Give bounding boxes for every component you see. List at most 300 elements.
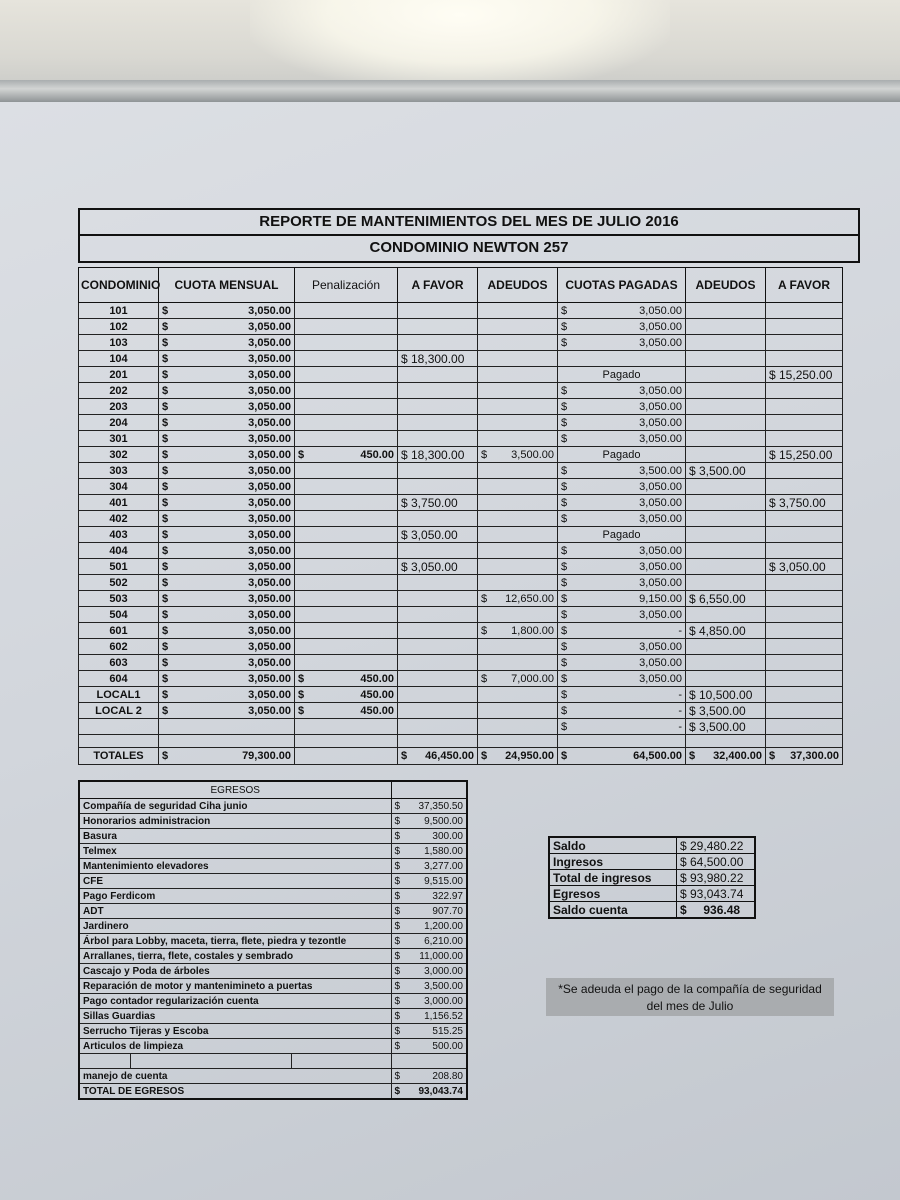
egresos-item-amount: $ 11,000.00 — [391, 949, 467, 964]
adeudos-2-cell — [686, 415, 766, 431]
a-favor-cell — [398, 703, 478, 719]
a-favor-cell — [398, 639, 478, 655]
adeudos-2-cell — [686, 671, 766, 687]
unit-cell: 601 — [79, 623, 159, 639]
currency-sign: $ — [561, 750, 568, 762]
egresos-row — [79, 919, 467, 934]
penalizacion-cell — [295, 623, 398, 639]
cuota-cell: $ 3,050.00 — [159, 399, 295, 415]
cuotas-pagadas-cell: $ 3,050.00 — [558, 639, 686, 655]
summary-label: Saldo cuenta — [549, 902, 677, 919]
table-row — [79, 511, 843, 527]
adeudos-2-cell — [686, 655, 766, 671]
penalizacion-cell: $ 450.00 — [295, 687, 398, 703]
a-favor-2-cell — [766, 623, 843, 639]
egresos-item-amount: $ 37,350.50 — [391, 799, 467, 814]
currency-sign: $ — [561, 672, 568, 685]
col-header-cuotas-pagadas: CUOTAS PAGADAS — [558, 268, 686, 303]
a-favor-2-cell — [766, 511, 843, 527]
egresos-row — [79, 844, 467, 859]
a-favor-2-cell — [766, 351, 843, 367]
penalizacion-cell — [295, 639, 398, 655]
currency-sign: $ — [561, 416, 568, 429]
penalizacion-cell — [295, 511, 398, 527]
table-row — [79, 719, 843, 735]
adeudos-2-cell — [686, 527, 766, 543]
currency-sign: $ — [162, 560, 169, 573]
egresos-item-label: ADT — [79, 904, 391, 919]
col-header-adeudos: ADEUDOS — [478, 268, 558, 303]
currency-sign: $ — [162, 750, 169, 762]
adeudos-cell — [478, 335, 558, 351]
report-title-box — [78, 208, 860, 263]
currency-sign: $ — [561, 480, 568, 493]
penalizacion-cell — [295, 303, 398, 319]
a-favor-2-cell — [766, 415, 843, 431]
a-favor-2-cell — [766, 479, 843, 495]
table-row — [79, 639, 843, 655]
summary-row — [549, 886, 755, 902]
a-favor-cell — [398, 687, 478, 703]
egresos-item-label: Pago Ferdicom — [79, 889, 391, 904]
security-debt-note — [546, 978, 834, 1016]
a-favor-2-cell — [766, 399, 843, 415]
adeudos-2-cell — [686, 431, 766, 447]
egresos-header-row — [79, 781, 467, 799]
adeudos-2-cell: $ 3,500.00 — [686, 463, 766, 479]
a-favor-2-cell — [766, 607, 843, 623]
unit-cell: 304 — [79, 479, 159, 495]
a-favor-2-cell — [766, 335, 843, 351]
unit-cell: 404 — [79, 543, 159, 559]
summary-label: Total de ingresos — [549, 870, 677, 886]
a-favor-cell — [398, 543, 478, 559]
table-row — [79, 607, 843, 623]
cuota-cell: $ 3,050.00 — [159, 671, 295, 687]
penalizacion-cell — [295, 655, 398, 671]
currency-sign: $ — [561, 576, 568, 589]
currency-sign: $ — [481, 448, 488, 461]
egresos-total-label: TOTAL DE EGRESOS — [79, 1084, 391, 1100]
a-favor-cell — [398, 591, 478, 607]
adeudos-cell — [478, 351, 558, 367]
currency-sign: $ — [561, 544, 568, 557]
currency-sign: $ — [561, 592, 568, 605]
cuotas-pagadas-cell: $ 3,050.00 — [558, 495, 686, 511]
currency-sign: $ — [394, 905, 401, 917]
penalizacion-cell: $ 450.00 — [295, 703, 398, 719]
currency-sign: $ — [162, 480, 169, 493]
adeudos-2-cell — [686, 383, 766, 399]
unit-cell: 602 — [79, 639, 159, 655]
unit-cell: 502 — [79, 575, 159, 591]
currency-sign: $ — [394, 1085, 401, 1097]
penalizacion-cell — [295, 399, 398, 415]
adeudos-cell — [478, 399, 558, 415]
a-favor-cell — [398, 383, 478, 399]
currency-sign: $ — [162, 608, 169, 621]
currency-sign: $ — [394, 1040, 401, 1052]
adeudos-cell — [478, 495, 558, 511]
col-header-a-favor-2: A FAVOR — [766, 268, 843, 303]
table-row — [79, 319, 843, 335]
currency-sign: $ — [394, 950, 401, 962]
table-row — [79, 591, 843, 607]
currency-sign: $ — [394, 875, 401, 887]
egresos-row — [79, 994, 467, 1009]
a-favor-2-cell: $ 15,250.00 — [766, 367, 843, 383]
currency-sign: $ — [561, 704, 568, 717]
egresos-item-label: Telmex — [79, 844, 391, 859]
table-row — [79, 527, 843, 543]
adeudos-cell: $ 3,500.00 — [478, 447, 558, 463]
adeudos-cell — [478, 511, 558, 527]
adeudos-2-cell: $ 4,850.00 — [686, 623, 766, 639]
adeudos-cell — [478, 607, 558, 623]
adeudos-cell — [478, 319, 558, 335]
adeudos-cell — [478, 575, 558, 591]
summary-value: $ 29,480.22 — [677, 837, 756, 854]
egresos-row — [79, 859, 467, 874]
adeudos-cell: $ 7,000.00 — [478, 671, 558, 687]
unit-cell: 501 — [79, 559, 159, 575]
cuotas-pagadas-cell: $ 3,050.00 — [558, 415, 686, 431]
cuota-cell: $ 3,050.00 — [159, 511, 295, 527]
currency-sign: $ — [162, 416, 169, 429]
unit-cell: 203 — [79, 399, 159, 415]
a-favor-2-cell — [766, 671, 843, 687]
table-row — [79, 399, 843, 415]
a-favor-2-cell: $ 15,250.00 — [766, 447, 843, 463]
unit-cell — [79, 719, 159, 735]
egresos-item-amount: $ 9,515.00 — [391, 874, 467, 889]
table-row — [79, 575, 843, 591]
col-header-adeudos-2: ADEUDOS — [686, 268, 766, 303]
cuotas-pagadas-cell: $ - — [558, 687, 686, 703]
egresos-row — [79, 964, 467, 979]
currency-sign: $ — [769, 750, 776, 762]
penalizacion-cell: $ 450.00 — [295, 671, 398, 687]
adeudos-2-cell: $ 10,500.00 — [686, 687, 766, 703]
egresos-item-label: Jardinero — [79, 919, 391, 934]
currency-sign: $ — [561, 432, 568, 445]
egresos-row — [79, 1024, 467, 1039]
cuota-cell: $ 3,050.00 — [159, 431, 295, 447]
col-header-condominio: CONDOMINIO — [79, 268, 159, 303]
summary-row — [549, 837, 755, 854]
currency-sign: $ — [394, 920, 401, 932]
egresos-manejo-label: manejo de cuenta — [79, 1069, 391, 1084]
maintenance-header-row — [79, 268, 843, 303]
penalizacion-cell — [295, 575, 398, 591]
table-row — [79, 415, 843, 431]
cuota-cell: $ 3,050.00 — [159, 527, 295, 543]
currency-sign: $ — [561, 464, 568, 477]
currency-sign: $ — [162, 496, 169, 509]
table-row — [79, 703, 843, 719]
egresos-item-amount: $ 3,500.00 — [391, 979, 467, 994]
adeudos-cell — [478, 527, 558, 543]
adeudos-cell — [478, 415, 558, 431]
adeudos-cell: $ 1,800.00 — [478, 623, 558, 639]
a-favor-2-cell — [766, 575, 843, 591]
table-row — [79, 543, 843, 559]
cuotas-pagadas-cell: Pagado — [558, 367, 686, 383]
unit-cell: 604 — [79, 671, 159, 687]
unit-cell: LOCAL 2 — [79, 703, 159, 719]
egresos-item-label: Cascajo y Poda de árboles — [79, 964, 391, 979]
currency-sign: $ — [162, 592, 169, 605]
unit-cell: 302 — [79, 447, 159, 463]
currency-sign: $ — [394, 1025, 401, 1037]
unit-cell: 403 — [79, 527, 159, 543]
egresos-row — [79, 829, 467, 844]
currency-sign: $ — [561, 304, 568, 317]
a-favor-cell — [398, 511, 478, 527]
table-row — [79, 431, 843, 447]
adeudos-2-cell — [686, 495, 766, 511]
a-favor-cell — [398, 335, 478, 351]
summary-value: $ 64,500.00 — [677, 854, 756, 870]
currency-sign: $ — [561, 400, 568, 413]
penalizacion-cell — [295, 591, 398, 607]
penalizacion-cell — [295, 319, 398, 335]
egresos-item-label: Basura — [79, 829, 391, 844]
adeudos-cell — [478, 687, 558, 703]
a-favor-cell — [398, 415, 478, 431]
adeudos-cell — [478, 655, 558, 671]
table-row — [79, 351, 843, 367]
summary-value: $ 93,043.74 — [677, 886, 756, 902]
currency-sign: $ — [162, 352, 169, 365]
a-favor-cell — [398, 575, 478, 591]
currency-sign: $ — [162, 640, 169, 653]
adeudos-cell — [478, 383, 558, 399]
currency-sign: $ — [162, 464, 169, 477]
egresos-item-label: Mantenimiento elevadores — [79, 859, 391, 874]
currency-sign: $ — [162, 528, 169, 541]
currency-sign: $ — [162, 400, 169, 413]
penalizacion-cell — [295, 367, 398, 383]
a-favor-cell: $ 3,750.00 — [398, 495, 478, 511]
totals-a-favor-2: $ 37,300.00 — [766, 748, 843, 765]
a-favor-cell — [398, 479, 478, 495]
a-favor-cell — [398, 367, 478, 383]
currency-sign: $ — [481, 592, 488, 605]
currency-sign: $ — [162, 512, 169, 525]
a-favor-2-cell — [766, 527, 843, 543]
table-row — [79, 335, 843, 351]
adeudos-2-cell — [686, 575, 766, 591]
egresos-item-amount: $ 6,210.00 — [391, 934, 467, 949]
unit-cell: LOCAL1 — [79, 687, 159, 703]
table-row — [79, 495, 843, 511]
currency-sign: $ — [162, 432, 169, 445]
egresos-total-amount: 93,043.74 — [418, 1085, 463, 1097]
currency-sign: $ — [561, 384, 568, 397]
summary-row — [549, 854, 755, 870]
currency-sign: $ — [481, 672, 488, 685]
totals-label: TOTALES — [79, 748, 159, 765]
egresos-item-label: CFE — [79, 874, 391, 889]
cuota-cell: $ 3,050.00 — [159, 383, 295, 399]
currency-sign: $ — [394, 830, 401, 842]
penalizacion-cell: $ 450.00 — [295, 447, 398, 463]
currency-sign: $ — [561, 608, 568, 621]
cuotas-pagadas-cell: $ 3,050.00 — [558, 559, 686, 575]
col-header-penalizacion: Penalización — [295, 268, 398, 303]
egresos-item-label: Arrallanes, tierra, flete, costales y sembrado — [79, 949, 391, 964]
penalizacion-cell — [295, 607, 398, 623]
adeudos-2-cell — [686, 367, 766, 383]
currency-sign: $ — [162, 320, 169, 333]
a-favor-2-cell — [766, 383, 843, 399]
note-line-1: *Se adeuda el pago de la compañía de seguridad — [558, 982, 822, 996]
table-row — [79, 623, 843, 639]
cuotas-pagadas-cell: $ 3,050.00 — [558, 431, 686, 447]
cuota-cell: $ 3,050.00 — [159, 575, 295, 591]
egresos-item-amount: $ 3,000.00 — [391, 964, 467, 979]
a-favor-2-cell — [766, 543, 843, 559]
totals-cuota: $ 79,300.00 — [159, 748, 295, 765]
a-favor-2-cell — [766, 687, 843, 703]
cuotas-pagadas-cell: $ 3,050.00 — [558, 607, 686, 623]
egresos-row — [79, 889, 467, 904]
unit-cell: 101 — [79, 303, 159, 319]
currency-sign: $ — [561, 688, 568, 701]
unit-cell: 303 — [79, 463, 159, 479]
a-favor-cell — [398, 719, 478, 735]
egresos-row — [79, 904, 467, 919]
totals-a-favor: $ 46,450.00 — [398, 748, 478, 765]
cuota-cell: $ 3,050.00 — [159, 559, 295, 575]
cuota-cell: $ 3,050.00 — [159, 623, 295, 639]
egresos-item-label: Sillas Guardias — [79, 1009, 391, 1024]
totals-row — [79, 748, 843, 765]
adeudos-cell — [478, 303, 558, 319]
penalizacion-cell — [295, 383, 398, 399]
table-row — [79, 447, 843, 463]
totals-adeudos: $ 24,950.00 — [478, 748, 558, 765]
adeudos-2-cell — [686, 479, 766, 495]
currency-sign: $ — [394, 815, 401, 827]
adeudos-2-cell — [686, 351, 766, 367]
a-favor-cell: $ 18,300.00 — [398, 351, 478, 367]
currency-sign: $ — [394, 965, 401, 977]
adeudos-cell — [478, 463, 558, 479]
a-favor-cell — [398, 463, 478, 479]
currency-sign: $ — [561, 496, 568, 509]
board-frame-bar — [0, 80, 900, 102]
currency-sign: $ — [561, 336, 568, 349]
a-favor-2-cell — [766, 655, 843, 671]
currency-sign: $ — [162, 544, 169, 557]
egresos-manejo-amount: 208.80 — [432, 1070, 463, 1082]
a-favor-2-cell — [766, 319, 843, 335]
unit-cell: 201 — [79, 367, 159, 383]
cuotas-pagadas-cell: $ - — [558, 719, 686, 735]
a-favor-cell — [398, 303, 478, 319]
egresos-row — [79, 814, 467, 829]
egresos-item-amount: $ 1,200.00 — [391, 919, 467, 934]
penalizacion-cell — [295, 415, 398, 431]
egresos-item-amount: $ 300.00 — [391, 829, 467, 844]
currency-sign: $ — [162, 576, 169, 589]
cuota-cell: $ 3,050.00 — [159, 319, 295, 335]
currency-sign: $ — [561, 720, 568, 733]
egresos-item-label: Serrucho Tijeras y Escoba — [79, 1024, 391, 1039]
egresos-header: EGRESOS — [79, 781, 391, 799]
a-favor-2-cell: $ 3,750.00 — [766, 495, 843, 511]
currency-sign: $ — [561, 640, 568, 653]
adeudos-cell — [478, 367, 558, 383]
table-row — [79, 303, 843, 319]
penalizacion-cell — [295, 719, 398, 735]
cuota-cell: $ 3,050.00 — [159, 447, 295, 463]
unit-cell: 301 — [79, 431, 159, 447]
cuotas-pagadas-cell: $ - — [558, 623, 686, 639]
a-favor-cell — [398, 607, 478, 623]
egresos-row — [79, 979, 467, 994]
unit-cell: 102 — [79, 319, 159, 335]
totals-adeudos-2: $ 32,400.00 — [686, 748, 766, 765]
cuota-cell: $ 3,050.00 — [159, 367, 295, 383]
currency-sign: $ — [162, 304, 169, 317]
adeudos-cell — [478, 431, 558, 447]
cuotas-pagadas-cell: $ 3,050.00 — [558, 543, 686, 559]
currency-sign: $ — [394, 845, 401, 857]
summary-value: $ 93,980.22 — [677, 870, 756, 886]
currency-sign: $ — [162, 368, 169, 381]
unit-cell: 204 — [79, 415, 159, 431]
cuotas-pagadas-cell: $ 3,050.00 — [558, 383, 686, 399]
cuotas-pagadas-cell: $ 3,050.00 — [558, 511, 686, 527]
a-favor-cell: $ 3,050.00 — [398, 559, 478, 575]
col-header-cuota-mensual: CUOTA MENSUAL — [159, 268, 295, 303]
egresos-item-amount: $ 9,500.00 — [391, 814, 467, 829]
adeudos-2-cell — [686, 447, 766, 463]
adeudos-2-cell — [686, 335, 766, 351]
adeudos-cell — [478, 479, 558, 495]
cuotas-pagadas-cell: $ 3,050.00 — [558, 575, 686, 591]
adeudos-2-cell — [686, 559, 766, 575]
currency-sign: $ — [394, 860, 401, 872]
cuotas-pagadas-cell: $ 3,050.00 — [558, 479, 686, 495]
egresos-row — [79, 949, 467, 964]
adeudos-cell: $ 12,650.00 — [478, 591, 558, 607]
summary-row — [549, 870, 755, 886]
egresos-item-amount: $ 907.70 — [391, 904, 467, 919]
egresos-manejo-row — [79, 1069, 467, 1084]
unit-cell: 103 — [79, 335, 159, 351]
currency-sign: $ — [394, 980, 401, 992]
currency-sign: $ — [298, 688, 305, 701]
cuotas-pagadas-cell: $ 3,050.00 — [558, 335, 686, 351]
totals-cuotas-pagadas: $ 64,500.00 — [558, 748, 686, 765]
cuota-cell: $ 3,050.00 — [159, 607, 295, 623]
currency-sign: $ — [561, 560, 568, 573]
currency-sign: $ — [162, 336, 169, 349]
a-favor-cell — [398, 623, 478, 639]
currency-sign: $ — [162, 448, 169, 461]
cuota-cell: $ 3,050.00 — [159, 463, 295, 479]
egresos-item-label: Pago contador regularización cuenta — [79, 994, 391, 1009]
note-line-2: del mes de Julio — [646, 999, 734, 1013]
table-row — [79, 559, 843, 575]
currency-sign: $ — [394, 1070, 401, 1082]
summary-label: Egresos — [549, 886, 677, 902]
a-favor-2-cell — [766, 591, 843, 607]
